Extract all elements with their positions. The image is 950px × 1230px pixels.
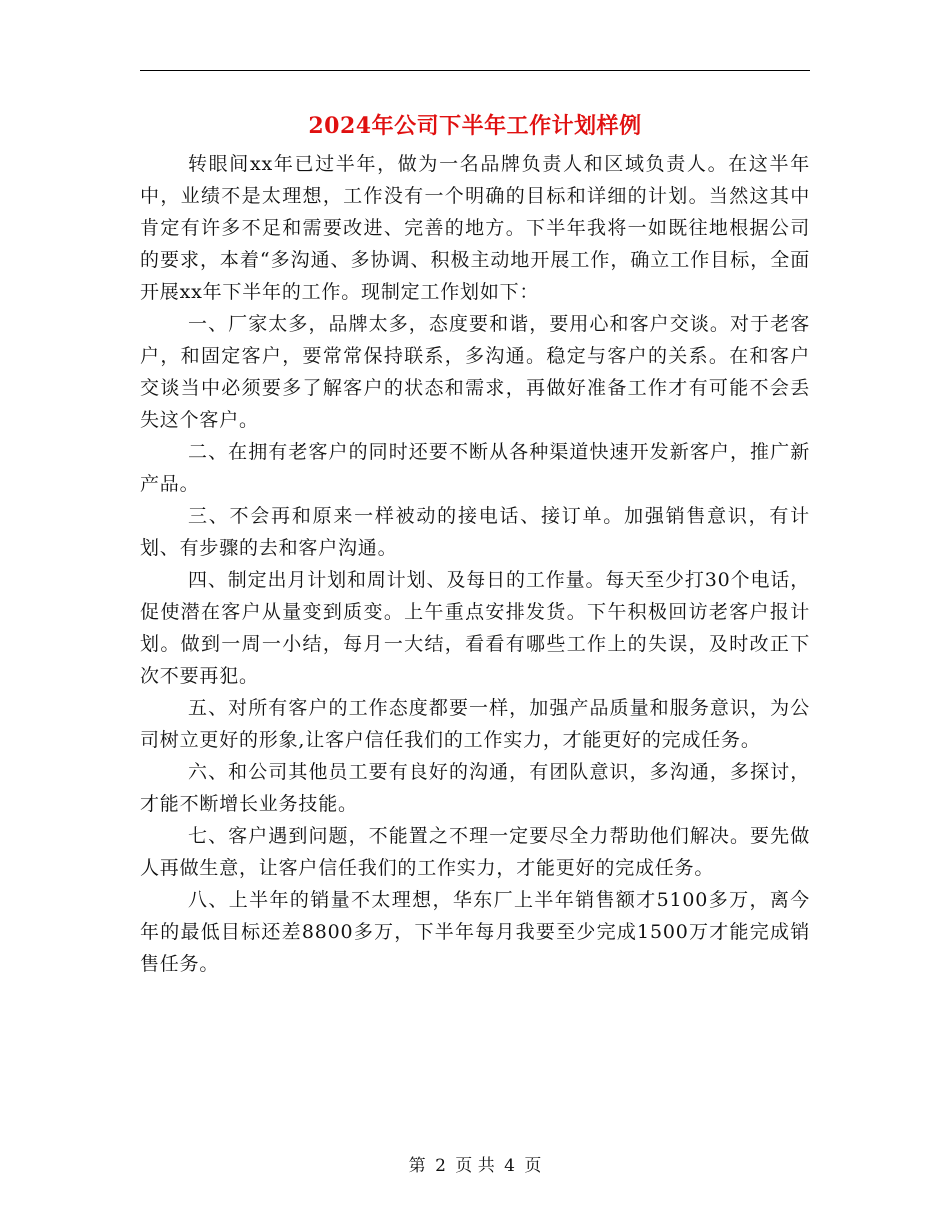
plan-item-4: 四、制定出月计划和周计划、及每日的工作量。每天至少打30个电话，促使潜在客户从量变到质变。上午重点安排发货。下午积极回访老客户报计划。做到一周一小结，每月一大结，看看有哪些工作上的失误，及时改正下次不要再犯。 xyxy=(140,569,810,687)
plan-item-3: 三、不会再和原来一样被动的接电话、接订单。加强销售意识，有计划、有步骤的去和客户沟通。 xyxy=(140,505,810,559)
document-body xyxy=(140,148,810,980)
page-number-middle: 页 共 xyxy=(455,1156,495,1176)
page-footer xyxy=(0,1154,950,1178)
page-number-prefix: 第 xyxy=(408,1156,426,1176)
intro-paragraph: 转眼间xx年已过半年，做为一名品牌负责人和区域负责人。在这半年中，业绩不是太理想，工作没有一个明确的目标和详细的计划。当然这其中肯定有许多不足和需要改进、完善的地方。下半年我将一如既往地根据公司的要求，本着“多沟通、多协调、积极主动地开展工作，确立工作目标，全面开展xx年下半年的工作。现制定工作划如下： xyxy=(140,153,810,303)
plan-item-8: 八、上半年的销量不太理想，华东厂上半年销售额才5100多万，离今年的最低目标还差8800多万，下半年每月我要至少完成1500万才能完成销售任务。 xyxy=(140,889,810,975)
plan-item-1: 一、厂家太多，品牌太多，态度要和谐，要用心和客户交谈。对于老客户，和固定客户，要常常保持联系，多沟通。稳定与客户的关系。在和客户交谈当中必须要多了解客户的状态和需求，再做好准备工作才有可能不会丢失这个客户。 xyxy=(140,313,810,431)
document-title: 2024年公司下半年工作计划样例 xyxy=(308,113,642,139)
total-page-count: 4 xyxy=(504,1156,515,1176)
plan-item-5: 五、对所有客户的工作态度都要一样，加强产品质量和服务意识，为公司树立更好的形象,让客户信任我们的工作实力，才能更好的完成任务。 xyxy=(140,697,810,751)
current-page-number: 2 xyxy=(435,1156,446,1176)
plan-item-7: 七、客户遇到问题，不能置之不理一定要尽全力帮助他们解决。要先做人再做生意，让客户信任我们的工作实力，才能更好的完成任务。 xyxy=(140,825,810,879)
page-number-suffix: 页 xyxy=(524,1156,542,1176)
plan-item-2: 二、在拥有老客户的同时还要不断从各种渠道快速开发新客户，推广新产品。 xyxy=(140,441,810,495)
header-rule xyxy=(140,70,810,71)
plan-item-6: 六、和公司其他员工要有良好的沟通，有团队意识，多沟通，多探讨，才能不断增长业务技能。 xyxy=(140,761,810,815)
